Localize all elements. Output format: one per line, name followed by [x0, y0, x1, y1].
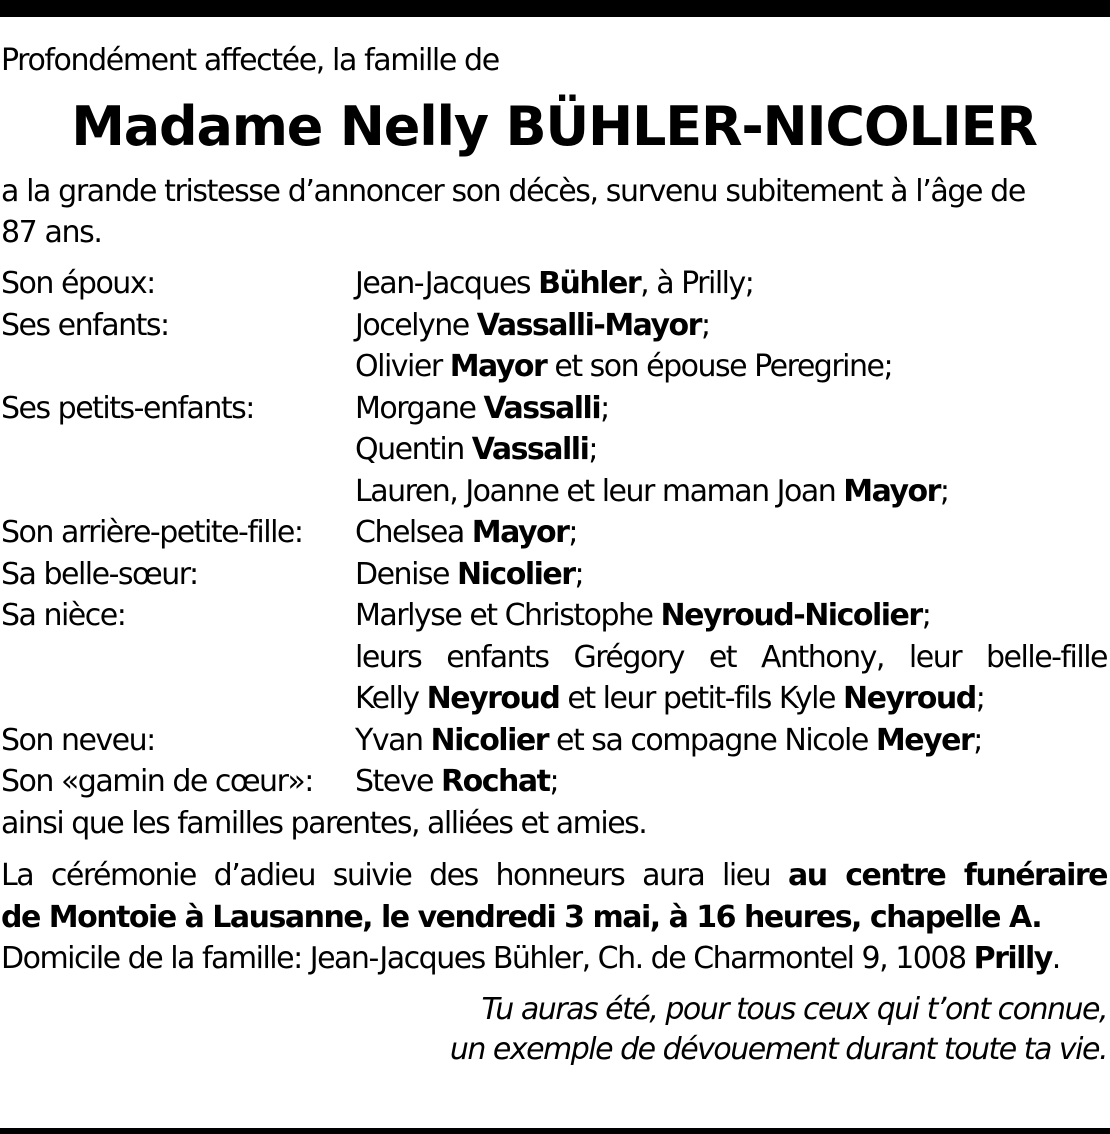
closing-line: ainsi que les familles parentes, alliées et amies. [1, 805, 647, 841]
obituary-notice [1, 40, 1107, 1070]
bold-surname: au centre funéraire [787, 858, 1107, 893]
relative-names [355, 761, 1107, 803]
family-row [1, 678, 1107, 720]
relative-names [355, 678, 1107, 720]
top-border-rule [0, 0, 1110, 17]
text-segment: ; [574, 556, 584, 592]
relation-label: Ses petits-enfants: [1, 390, 254, 426]
relative-names [355, 471, 1107, 513]
bold-surname: Neyroud-Nicolier [660, 598, 922, 633]
bold-surname: Meyer [875, 722, 974, 758]
relation-label: Ses enfants: [1, 307, 169, 343]
quote-line-2: un exemple de dévouement durant toute ta vie. [449, 1031, 1107, 1067]
family-row [1, 512, 1107, 554]
text-segment: ; [549, 764, 559, 799]
text-segment: Yvan [355, 722, 431, 758]
relative-names [355, 263, 1107, 305]
bold-surname: Mayor [449, 349, 547, 384]
relative-names [355, 388, 1107, 430]
text-segment: Morgane [355, 390, 484, 426]
relative-names [355, 720, 1107, 762]
family-address-line [1, 938, 1107, 980]
text-segment: . [1051, 941, 1060, 976]
family-row [1, 637, 1107, 679]
text-segment: et leur petit-fils Kyle [559, 681, 843, 716]
bold-surname: Rochat [441, 764, 550, 799]
family-row [1, 305, 1107, 347]
text-segment: Kelly [355, 681, 427, 716]
relative-names [355, 346, 1107, 388]
bold-surname: Vassalli [483, 390, 601, 426]
text-segment: leurs enfants Grégory et Anthony, leur belle-fille [355, 639, 1107, 675]
text-segment: ; [973, 722, 982, 758]
relation-label: Son époux: [1, 266, 155, 301]
family-row [1, 761, 1107, 803]
text-segment: Lauren, Joanne et leur maman Joan [355, 473, 844, 509]
bold-surname: Neyroud [842, 681, 976, 716]
family-list [1, 263, 1107, 803]
relative-names [355, 637, 1107, 679]
text-segment: , à Prilly; [640, 266, 754, 301]
bottom-border-rule [0, 1128, 1110, 1134]
text-segment: Marlyse et Christophe [355, 598, 661, 633]
relation-label [1, 346, 355, 388]
relative-names [355, 595, 1107, 637]
bold-surname: Vassalli [471, 432, 589, 467]
family-row [1, 471, 1107, 513]
relation-label: Son «gamin de cœur»: [1, 764, 313, 799]
text-segment: ; [600, 390, 609, 426]
bold-surname: Bühler [538, 266, 641, 301]
text-segment: Domicile de la famille: Jean-Jacques Bühler, Ch. de Charmontel 9, 1008 [1, 941, 974, 976]
text-segment: Jocelyne [355, 307, 477, 343]
text-segment: Chelsea [355, 515, 472, 550]
text-segment: et sa compagne Nicole [548, 722, 876, 758]
bold-surname: Vassalli-Mayor [476, 307, 701, 343]
relation-label: Sa belle-sœur: [1, 556, 198, 592]
relative-names [355, 512, 1107, 554]
family-row [1, 346, 1107, 388]
relation-label: Son neveu: [1, 722, 155, 758]
relation-label [1, 678, 355, 720]
deceased-name: Madame Nelly BÜHLER-NICOLIER [71, 95, 1037, 158]
bold-surname: Prilly [973, 941, 1052, 976]
relation-label [1, 471, 355, 513]
announcement-line-2: 87 ans. [1, 215, 102, 250]
text-segment: ; [921, 598, 931, 633]
announcement-line-1: a la grande tristesse d’annoncer son décès, survenu subitement à l’âge de [1, 174, 1025, 209]
ceremony-info [1, 855, 1107, 980]
text-segment: Olivier [355, 349, 450, 384]
ceremony-line-1 [1, 855, 1107, 897]
text-segment: Jean-Jacques [355, 266, 539, 301]
bold-surname: Mayor [471, 515, 569, 550]
text-segment: La cérémonie d’adieu suivie des honneurs aura lieu [1, 858, 788, 893]
relative-names [355, 429, 1107, 471]
text-segment: Denise [355, 556, 458, 592]
relation-label: Sa nièce: [1, 598, 126, 633]
relation-label: Son arrière-petite-fille: [1, 515, 303, 550]
text-segment: et son épouse Peregrine; [546, 349, 893, 384]
relative-names [355, 305, 1107, 347]
family-row [1, 720, 1107, 762]
bold-surname: Nicolier [430, 722, 549, 758]
family-row [1, 263, 1107, 305]
text-segment: ; [700, 307, 710, 343]
text-segment: ; [568, 515, 578, 550]
relation-label [1, 429, 355, 471]
family-row [1, 429, 1107, 471]
bold-surname: Neyroud [426, 681, 560, 716]
text-segment: ; [939, 473, 949, 509]
bold-surname: Mayor [843, 473, 940, 509]
family-row [1, 595, 1107, 637]
text-segment: Quentin [355, 432, 472, 467]
relative-names [355, 554, 1107, 596]
bold-surname: de Montoie à Lausanne, le vendredi 3 mai, à 16 heures, chapelle A. [1, 899, 1042, 935]
text-segment: ; [975, 681, 985, 716]
memorial-quote [1, 990, 1107, 1070]
text-segment: ; [588, 432, 597, 467]
bold-surname: Nicolier [457, 556, 575, 592]
family-row [1, 388, 1107, 430]
text-segment: Steve [355, 764, 442, 799]
ceremony-line-2 [1, 897, 1107, 939]
relation-label [1, 637, 355, 679]
family-row [1, 554, 1107, 596]
quote-line-1: Tu auras été, pour tous ceux qui t’ont connue, [481, 991, 1107, 1027]
intro-text: Profondément affectée, la famille de [1, 43, 499, 78]
